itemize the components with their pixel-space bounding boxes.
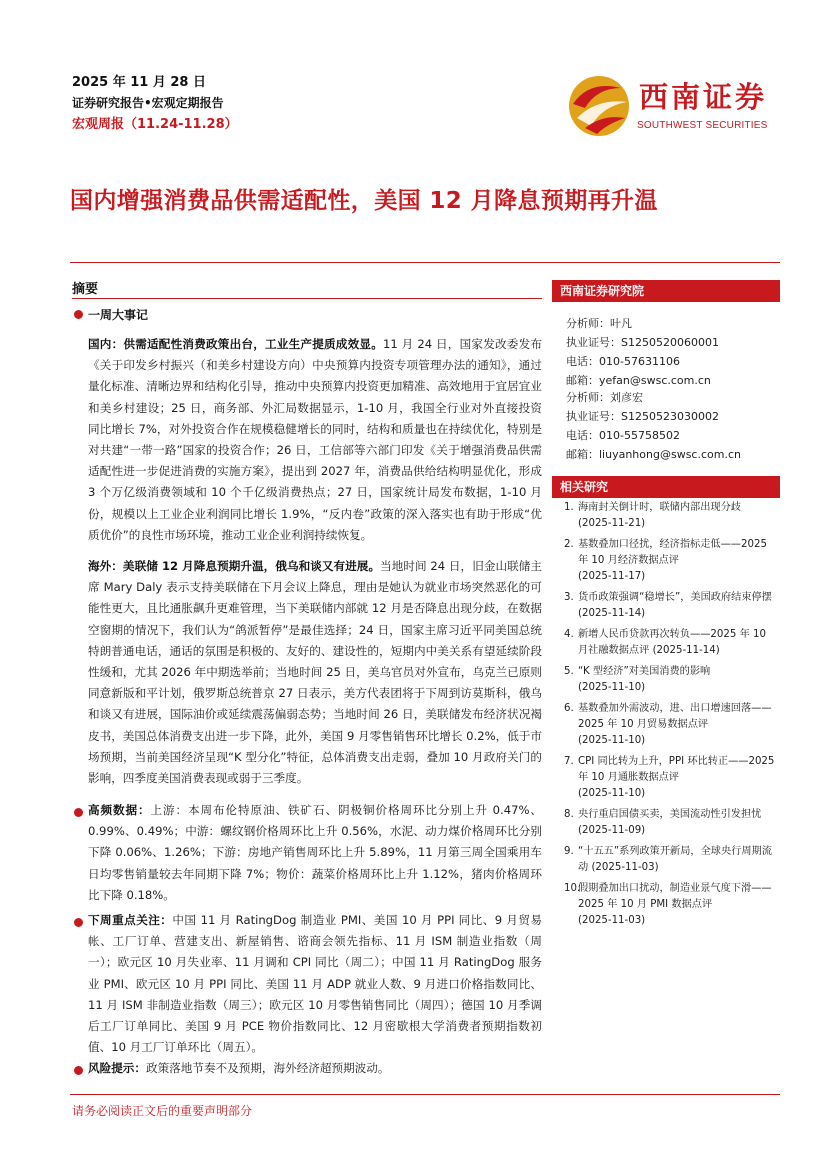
highfreq-body: 上游：本周布伦特原油、铁矿石、阴极铜价格周环比分别上升 0.47%、0.99%、0.49%；中游：螺纹钢价格周环比上升 0.56%，水泥、动力煤价格周环比分别下降 0.06%、1.26%；下游：房地产销售周环比上升 5.89%，11 月第三周全国乘用车日均零售销量较去年同期下降 7%；物价：蔬菜价格周环比上升 1.12%，猪肉价格周环比下降 0.18%。 xyxy=(88,803,542,902)
related-research-bar: 相关研究 xyxy=(552,476,780,498)
related-item-date: (2025-11-10) xyxy=(578,735,646,746)
footer-disclaimer: 请务必阅读正文后的重要声明部分 xyxy=(72,1104,253,1118)
risk-paragraph xyxy=(88,1058,542,1079)
related-item[interactable] xyxy=(564,844,780,876)
report-date: 2025 年 11 月 28 日 xyxy=(72,75,206,90)
related-item-title: “K 型经济”对美国消费的影响 xyxy=(578,666,711,677)
related-item-number: 5. xyxy=(564,666,574,677)
section-week-events xyxy=(74,306,148,324)
company-logo xyxy=(567,74,767,138)
analyst-card xyxy=(566,314,780,390)
overseas-body: 当地时间 24 日，旧金山联储主席 Mary Daly 表示支持美联储在下月会议上降息，理由是她认为就业市场突然恶化的可能性更大，且比通胀飙升更难管理，当下美联储内部就 12 月是否降息出现分歧，在数据空窗期的情况下，我们认为“鸽派暂停”是最佳选择；24 日，国家主席习近平同美国总统特朗普通电话，通话的氛围是积极的、友好的、建设性的，短期内中美关系有望延续阶段性缓和，尤其 2026 年中期选举前；当地时间 25 日，美乌官员对外宣布，乌克兰已原则同意新版和平计划，俄罗斯总统普京 27 日表示，美方代表团将于下周到访莫斯科，俄乌和谈又有进展，国际油价或延续震荡偏弱态势；当地时间 26 日，美联储发布经济状况褐皮书，美国总体消费支出进一步下降，此外，美国 9 月零售销售环比增长 0.2%，低于市场预期，当前美国经济呈现“K 型分化”特征，总体消费支出走弱，叠加 10 月政府关门的影响，四季度美国消费表现或弱于三季度。 xyxy=(88,559,543,786)
related-item-date: (2025-11-10) xyxy=(578,788,646,799)
related-item[interactable] xyxy=(564,701,780,749)
report-headline: 国内增强消费品供需适配性，美国 12 月降息预期再升温 xyxy=(70,188,658,214)
bullet-icon xyxy=(74,918,83,927)
related-item-date: (2025-11-14) xyxy=(578,608,646,619)
bullet-icon xyxy=(74,808,83,817)
related-item-title: 基数叠加外需波动，进、出口增速回落——2025 年 10 月贸易数据点评 xyxy=(578,703,772,730)
analyst-name: 分析师：叶凡 xyxy=(566,317,632,330)
related-item-number: 3. xyxy=(564,592,574,603)
risk-body: 政策落地节奏不及预期，海外经济超预期波动。 xyxy=(145,1061,390,1075)
report-type: 证券研究报告•宏观定期报告 xyxy=(72,96,224,110)
related-item-date: (2025-11-09) xyxy=(578,825,646,836)
header-divider xyxy=(70,262,780,263)
related-item-title: 海南封关倒计时，联储内部出现分歧 xyxy=(578,502,741,513)
section-week-events-title: 一周大事记 xyxy=(88,308,149,322)
abstract-divider xyxy=(72,298,542,299)
related-item[interactable] xyxy=(564,754,780,802)
related-item-number: 2. xyxy=(564,539,574,550)
related-item-number: 9. xyxy=(564,846,574,857)
nextweek-lead: 下周重点关注： xyxy=(88,913,173,927)
report-weekly-label: 宏观周报（11.24-11.28） xyxy=(72,117,238,132)
related-item-date: (2025-11-17) xyxy=(578,571,646,582)
related-item-title: CPI 同比转为上升，PPI 环比转正——2025 年 10 月通胀数据点评 xyxy=(578,756,775,783)
related-item-date: (2025-11-10) xyxy=(578,682,646,693)
analyst-card xyxy=(566,388,780,464)
related-item-date: (2025-11-21) xyxy=(578,518,646,529)
related-item-date: (2025-11-03) xyxy=(591,862,659,873)
bullet-icon xyxy=(74,310,83,319)
analyst-phone: 电话：010-57631106 xyxy=(566,355,680,368)
related-item[interactable] xyxy=(564,664,780,696)
related-item-number: 7. xyxy=(564,756,574,767)
domestic-body: 11 月 24 日，国家发改委发布《关于印发乡村振兴（和美乡村建设方向）中央预算内投资专项管理办法的通知》，通过量化标准、清晰边界和结构化引导，推动中央预算内投资更加精准、高效地用于宜居宜业和美乡村建设；25 日，商务部、外汇局数据显示，1-10 月，我国全行业对外直接投资同比增长 7%，对外投资合作在规模稳健增长的同时，结构和质量也在持续优化，特别是对共建“一带一路”国家的投资合作；26 日，工信部等六部门印发《关于增强消费品供需适配性进一步促进消费的实施方案》，提出到 2027 年，消费品供给结构明显优化，形成 3 个万亿级消费领域和 10 个千亿级消费热点；27 日，国家统计局发布数据，1-10 月份，规模以上工业企业利润同比增长 1.9%，“反内卷”政策的深入落实也有助于形成“优质优价”的良性市场环境，推动工业企业利润持续恢复。 xyxy=(88,337,542,542)
highfreq-paragraph xyxy=(88,800,542,906)
related-item-number: 4. xyxy=(564,629,574,640)
domestic-paragraph xyxy=(88,334,542,546)
overseas-paragraph xyxy=(88,556,542,789)
related-item-number: 1. xyxy=(564,502,574,513)
related-item-number: 8. xyxy=(564,809,574,820)
analyst-phone: 电话：010-55758502 xyxy=(566,429,680,442)
related-item-date: (2025-11-14) xyxy=(652,645,720,656)
related-item[interactable] xyxy=(564,627,780,659)
analyst-name: 分析师：刘彦宏 xyxy=(566,391,643,404)
abstract-title: 摘要 xyxy=(72,282,99,297)
footer-divider xyxy=(70,1094,780,1095)
logo-emblem-icon xyxy=(567,74,633,138)
related-item[interactable] xyxy=(564,807,780,839)
overseas-lead: 海外：美联储 12 月降息预期升温，俄乌和谈又有进展。 xyxy=(88,559,381,573)
logo-name-en: SOUTHWEST SECURITIES xyxy=(637,120,768,131)
analyst-license: 执业证号：S1250520060001 xyxy=(566,336,719,349)
domestic-lead: 国内：供需适配性消费政策出台，工业生产提质成效显。 xyxy=(88,337,384,351)
related-item-title: 基数叠加口径扰，经济指标走低——2025 年 10 月经济数据点评 xyxy=(578,539,767,566)
nextweek-paragraph xyxy=(88,910,542,1058)
related-research-list xyxy=(564,500,780,934)
analyst-license: 执业证号：S1250523030002 xyxy=(566,410,719,423)
related-item[interactable] xyxy=(564,537,780,585)
analyst-email[interactable]: 邮箱：yefan@swsc.com.cn xyxy=(566,374,711,387)
related-item[interactable] xyxy=(564,881,780,929)
report-header xyxy=(72,74,238,134)
related-item-title: 央行重启国债买卖，美国流动性引发担忧 xyxy=(578,809,762,820)
related-item-title: 假期叠加出口扰动，制造业景气度下滑——2025 年 10 月 PMI 数据点评 xyxy=(578,883,772,910)
related-item-date: (2025-11-03) xyxy=(578,915,646,926)
nextweek-body: 中国 11 月 RatingDog 制造业 PMI、美国 10 月 PPI 同比、9 月贸易帐、工厂订单、营建支出、新屋销售、谘商会领先指标、11 月 ISM 制造业指数（周一）；欧元区 10 月失业率、11 月调和 CPI 同比（周二）；中国 11 月 RatingDog 服务业 PMI、欧元区 10 月 PPI 同比、美国 11 月 ADP 就业人数、9 月进口价格指数同比、11 月 ISM 非制造业指数（周三）；欧元区 10 月零售销售同比（周四）；德国 10 月季调后工厂订单同比、美国 9 月 PCE 物价指数同比、12 月密歇根大学消费者预期指数初值、10 月工厂订单环比（周五）。 xyxy=(88,913,542,1055)
related-item-title: “十五五”系列政策开新局，全球央行周期流动 xyxy=(578,846,772,873)
risk-lead: 风险提示： xyxy=(88,1061,146,1075)
analyst-email[interactable]: 邮箱：liuyanhong@swsc.com.cn xyxy=(566,448,741,461)
institute-bar: 西南证券研究院 xyxy=(552,280,780,302)
related-item-title: 新增人民币贷款再次转负——2025 年 10 月社融数据点评 xyxy=(578,629,766,656)
related-item[interactable] xyxy=(564,500,780,532)
related-item-title: 货币政策强调“稳增长”，美国政府结束停摆 xyxy=(578,592,772,603)
highfreq-lead: 高频数据： xyxy=(88,803,151,817)
bullet-icon xyxy=(74,1066,83,1075)
related-item-number: 10. xyxy=(564,883,581,894)
related-item-number: 6. xyxy=(564,703,574,714)
related-item[interactable] xyxy=(564,590,780,622)
logo-name-cn: 西南证券 xyxy=(639,80,768,114)
